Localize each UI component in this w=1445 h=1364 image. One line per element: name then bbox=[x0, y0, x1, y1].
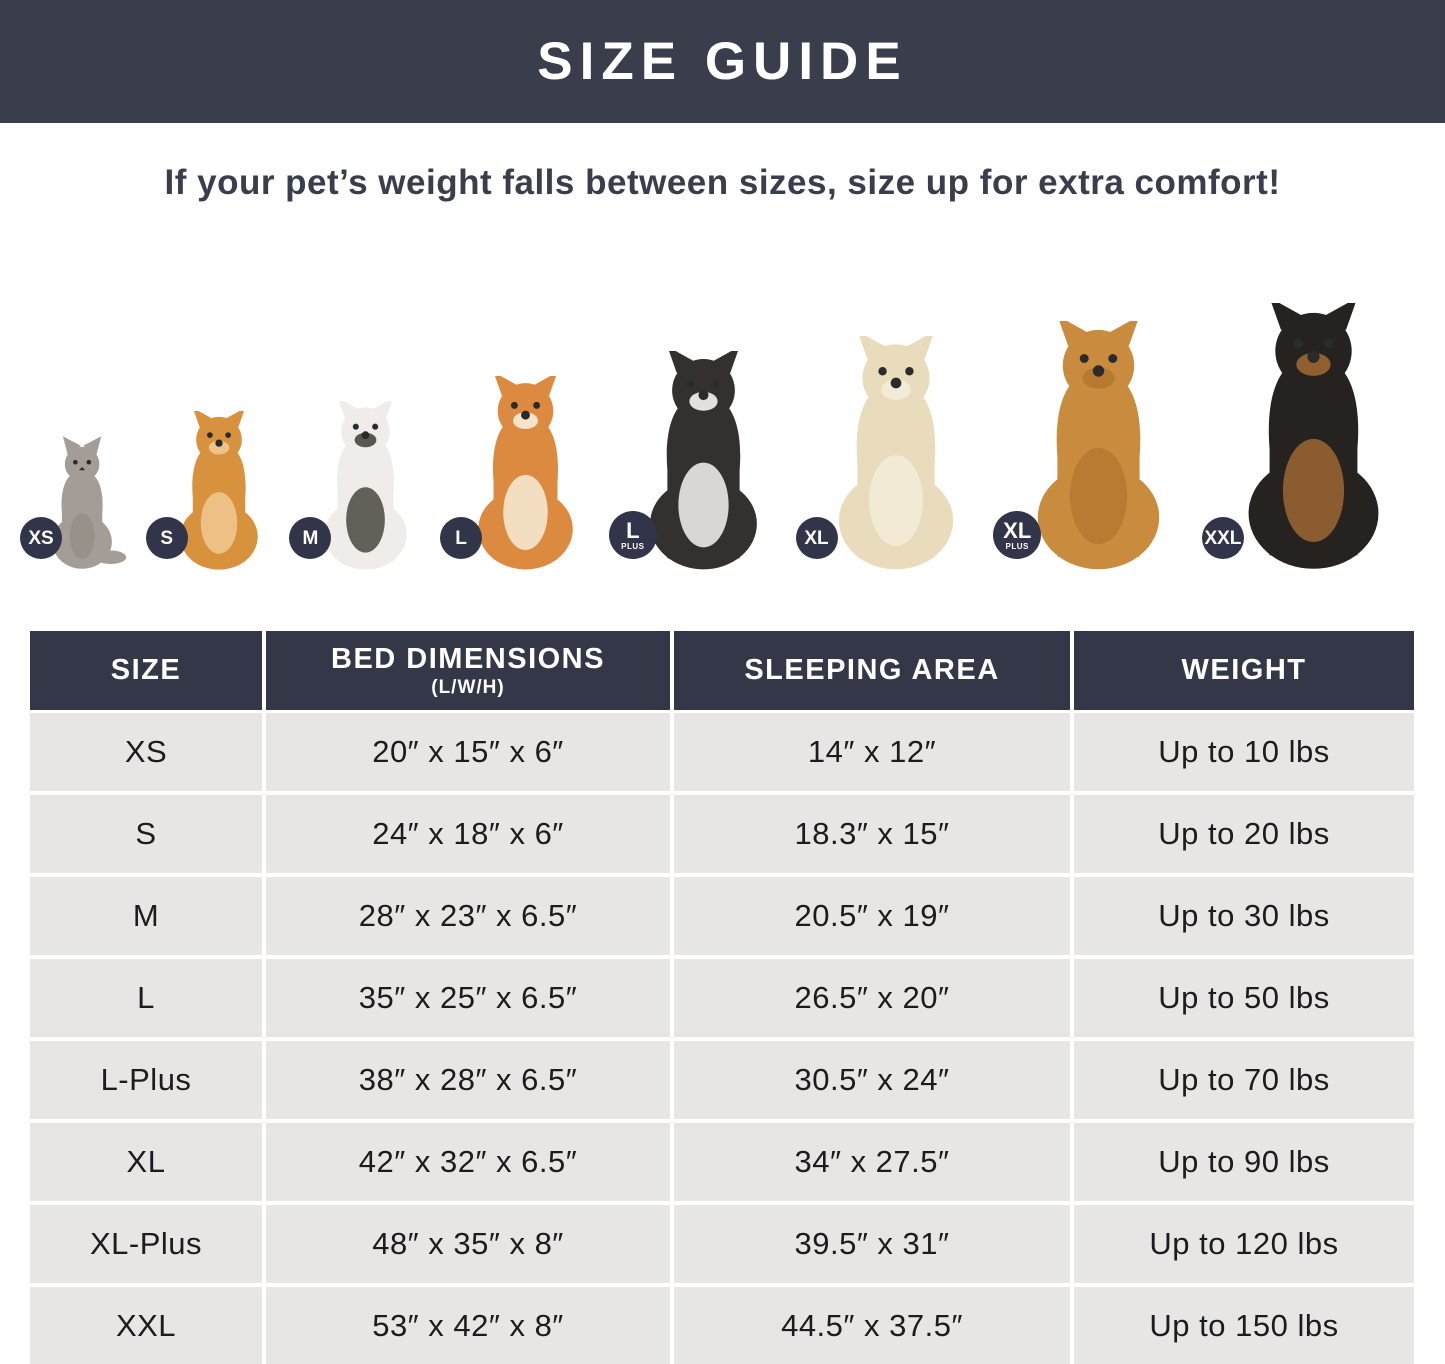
size-badge-label: M bbox=[302, 527, 319, 549]
cell-size: XL-Plus bbox=[30, 1205, 262, 1283]
cell-bed-dimensions: 28″ x 23″ x 6.5″ bbox=[266, 877, 670, 955]
size-badge-l-plus bbox=[609, 511, 657, 559]
pet-xl-labrador bbox=[804, 336, 980, 571]
column-header-sleeping-area bbox=[674, 631, 1070, 710]
cell-weight: Up to 20 lbs bbox=[1074, 795, 1414, 873]
size-table bbox=[30, 631, 1415, 1364]
column-header-label: SIZE bbox=[110, 654, 182, 686]
cell-sleeping-area: 26.5″ x 20″ bbox=[674, 959, 1070, 1037]
size-badge-label: XXL bbox=[1204, 527, 1242, 549]
column-header-bed-dimensions bbox=[266, 631, 670, 710]
size-badge-label: XS bbox=[28, 527, 54, 549]
size-badge-label: XL bbox=[1003, 517, 1032, 543]
size-guide-header bbox=[0, 0, 1445, 123]
size-badge-sublabel: PLUS bbox=[1005, 541, 1029, 551]
pet-xlplus-golden-retriever bbox=[1003, 321, 1188, 571]
cell-size: L-Plus bbox=[30, 1041, 262, 1119]
cell-sleeping-area: 39.5″ x 31″ bbox=[674, 1205, 1070, 1283]
cell-bed-dimensions: 42″ x 32″ x 6.5″ bbox=[266, 1123, 670, 1201]
cell-sleeping-area: 20.5″ x 19″ bbox=[674, 877, 1070, 955]
size-badge-xxl bbox=[1202, 517, 1244, 559]
cell-sleeping-area: 34″ x 27.5″ bbox=[674, 1123, 1070, 1201]
size-badge-label: XL bbox=[804, 527, 829, 549]
size-badge-label: S bbox=[160, 527, 174, 549]
size-badge-sublabel: PLUS bbox=[621, 541, 645, 551]
cell-weight: Up to 50 lbs bbox=[1074, 959, 1414, 1037]
cell-size: XXL bbox=[30, 1287, 262, 1364]
cell-bed-dimensions: 38″ x 28″ x 6.5″ bbox=[266, 1041, 670, 1119]
size-badge-l bbox=[440, 517, 482, 559]
column-header-label: WEIGHT bbox=[1181, 654, 1307, 686]
cell-bed-dimensions: 20″ x 15″ x 6″ bbox=[266, 713, 670, 791]
cell-weight: Up to 150 lbs bbox=[1074, 1287, 1414, 1364]
size-badge-xs bbox=[20, 517, 62, 559]
column-header-sublabel: (L/W/H) bbox=[431, 676, 505, 698]
cell-size: L bbox=[30, 959, 262, 1037]
cell-sleeping-area: 14″ x 12″ bbox=[674, 713, 1070, 791]
cell-weight: Up to 10 lbs bbox=[1074, 713, 1414, 791]
cell-weight: Up to 120 lbs bbox=[1074, 1205, 1414, 1283]
cell-bed-dimensions: 48″ x 35″ x 8″ bbox=[266, 1205, 670, 1283]
pet-size-comparison-row bbox=[0, 203, 1445, 581]
cell-bed-dimensions: 53″ x 42″ x 8″ bbox=[266, 1287, 670, 1364]
size-badge-label: L bbox=[455, 527, 467, 549]
size-badge-s bbox=[146, 517, 188, 559]
pet-xs-cat bbox=[28, 436, 132, 571]
column-header-label: SLEEPING AREA bbox=[744, 654, 1000, 686]
doberman-icon bbox=[1218, 303, 1409, 571]
cell-weight: Up to 30 lbs bbox=[1074, 877, 1414, 955]
cell-weight: Up to 70 lbs bbox=[1074, 1041, 1414, 1119]
pet-lplus-border-collie bbox=[621, 351, 782, 571]
column-header-label: BED DIMENSIONS bbox=[331, 642, 605, 675]
cell-sleeping-area: 44.5″ x 37.5″ bbox=[674, 1287, 1070, 1364]
size-badge-xl-plus bbox=[993, 511, 1041, 559]
cell-size: XL bbox=[30, 1123, 262, 1201]
pet-s-pomeranian bbox=[162, 411, 276, 571]
cell-sleeping-area: 30.5″ x 24″ bbox=[674, 1041, 1070, 1119]
size-badge-label: L bbox=[626, 517, 640, 543]
cell-bed-dimensions: 35″ x 25″ x 6.5″ bbox=[266, 959, 670, 1037]
pet-xxl-doberman bbox=[1204, 303, 1409, 571]
cell-size: S bbox=[30, 795, 262, 873]
pet-m-french-bulldog bbox=[302, 401, 426, 571]
cell-size: M bbox=[30, 877, 262, 955]
subtitle-text: If your pet’s weight falls between sizes, size up for extra comfort! bbox=[164, 163, 1281, 202]
cell-weight: Up to 90 lbs bbox=[1074, 1123, 1414, 1201]
cell-bed-dimensions: 24″ x 18″ x 6″ bbox=[266, 795, 670, 873]
column-header-weight bbox=[1074, 631, 1414, 710]
cell-size: XS bbox=[30, 713, 262, 791]
page-title: SIZE GUIDE bbox=[537, 32, 908, 91]
pet-l-shiba-inu bbox=[456, 376, 595, 571]
column-header-size bbox=[30, 631, 262, 710]
cell-sleeping-area: 18.3″ x 15″ bbox=[674, 795, 1070, 873]
size-badge-xl bbox=[796, 517, 838, 559]
